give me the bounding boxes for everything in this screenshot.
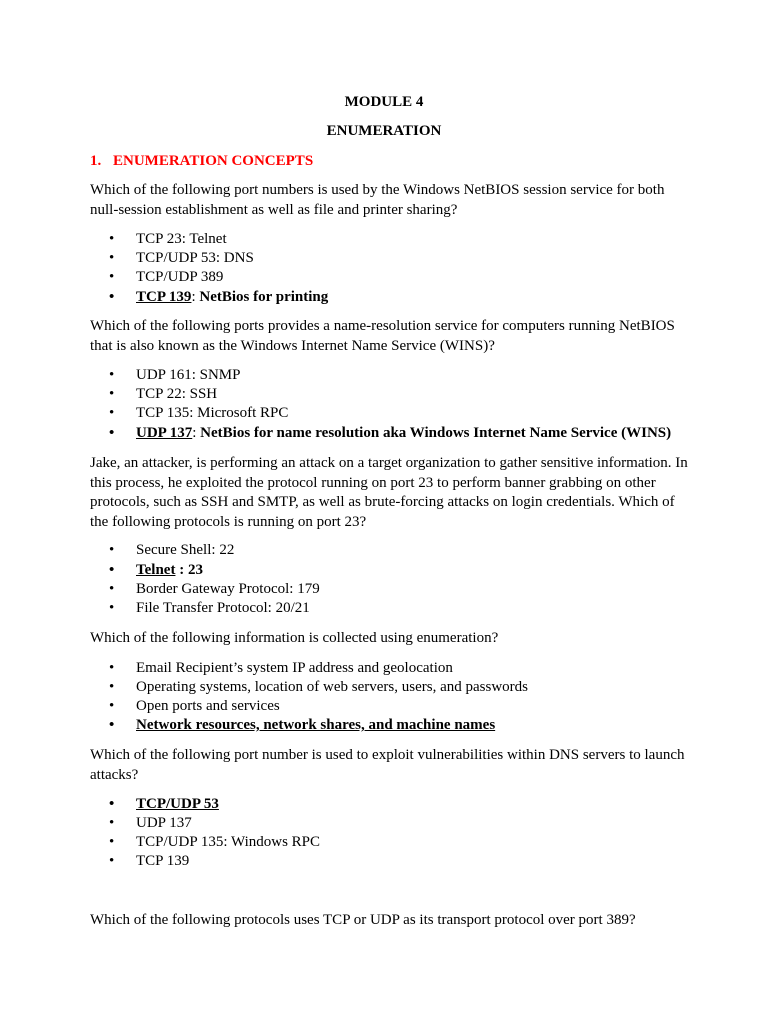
section-title: ENUMERATION CONCEPTS <box>113 153 314 169</box>
bullet-icon: • <box>109 815 115 831</box>
bullet-icon: • <box>109 425 115 441</box>
question-5-text: Which of the following port number is used to exploit vulnerabilities within DNS servers to launch attacks? <box>90 747 685 783</box>
bullet-icon: • <box>109 581 115 597</box>
bullet-icon: • <box>109 386 115 402</box>
answer-key: Telnet <box>136 562 176 578</box>
answer-key: TCP/UDP 53 <box>136 796 219 812</box>
bullet-icon: • <box>109 562 115 578</box>
question-2-text: Which of the following ports provides a name-resolution service for computers running NetBIOS that is also known as the Windows Internet Name Service (WINS)? <box>90 318 675 354</box>
question-3-text: Jake, an attacker, is performing an attack on a target organization to gather sensitive information. In this process, he exploited the protocol running on port 23 to perform banner grabbing on other protocols, such as SSH and SMTP, as well as brute-forcing attacks on login credentials. Which of the following protocols is running on port 23? <box>90 455 688 530</box>
bullet-icon: • <box>109 542 115 558</box>
answer-key: Network resources, network shares, and machine names <box>136 717 496 733</box>
bullet-icon: • <box>109 367 115 383</box>
bullet-icon: • <box>109 289 115 305</box>
answer-key: TCP 139 <box>136 289 192 305</box>
question-6-text: Which of the following protocols uses TCP or UDP as its transport protocol over port 389? <box>90 912 636 928</box>
bullet-icon: • <box>109 250 115 266</box>
bullet-icon: • <box>109 231 115 247</box>
bullet-icon: • <box>109 853 115 869</box>
question-1-text: Which of the following port numbers is used by the Windows NetBIOS session service for both null-session establishment as well as file and printer sharing? <box>90 182 665 218</box>
bullet-icon: • <box>109 834 115 850</box>
bullet-icon: • <box>109 269 115 285</box>
bullet-icon: • <box>109 679 115 695</box>
module-title: MODULE 4 <box>344 94 424 110</box>
bullet-icon: • <box>109 698 115 714</box>
bullet-icon: • <box>109 796 115 812</box>
document-page: MODULE 4 ENUMERATION 1. ENUMERATION CONCEPTS Which of the following port numbers is used by the Windows NetBIOS session service for both null-session establishment as well as file and printer sharing? • TCP 23: Telnet • TCP/UDP 53: DNS • TCP/UDP 389 • TCP 139: NetBios for printing Which of the following ports provides a name-resolution service for computers running NetBIOS that is also known as the Windows Internet Name Service (WINS)? • UDP 161: SNMP • TCP 22: SSH • TCP 135: Microsoft RPC • UDP 137: NetBios for name resolution aka Windows Internet Name Service (WINS) Jake, an attacker, is performing an attack on a target organization to gather sensitive information. In this process, he exploited the protocol running on port 23 to perform banner grabbing on other protocols, such as SSH and SMTP, as well as brute-forcing attacks on login credentials. Which of the following protocols is running on port 23? • Secure Shell: 22 • Telnet : 23 • Border Gateway Protocol: 179 • File Transfer Protocol: 20/21 Which of the following information is collected using enumeration? • Email Recipient’s system IP address and geolocation • Operating systems, location of web servers, users, and passwords • Open ports and services • Network resources, network shares, and machine names Which of the following port number is used to exploit vulnerabilities within DNS servers to launch attacks? • TCP/UDP 53 • UDP 137 • TCP/UDP 135: Windows RPC • TCP 139 Which of the following protocols uses TCP or UDP as its transport protocol over port 389? <box>0 0 768 1024</box>
bullet-icon: • <box>109 600 115 616</box>
question-4-text: Which of the following information is collected using enumeration? <box>90 630 499 646</box>
bullet-icon: • <box>109 405 115 421</box>
section-heading <box>90 152 313 171</box>
bullet-icon: • <box>109 717 115 733</box>
section-number: 1. <box>90 153 102 169</box>
module-subtitle: ENUMERATION <box>326 123 442 139</box>
bullet-icon: • <box>109 660 115 676</box>
answer-key: UDP 137 <box>136 425 193 441</box>
